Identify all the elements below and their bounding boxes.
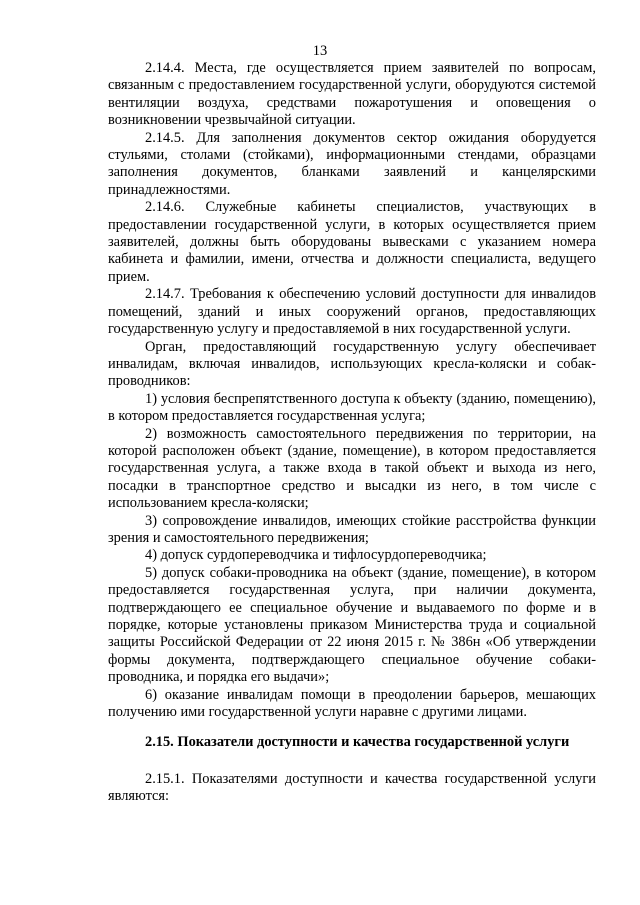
paragraph-2-14-6: 2.14.6. Служебные кабинеты специалистов, участвующих в предоставлении государственной услуги, в которых осуществляется прием заявителей, должны быть оборудованы вывесками с указанием номера кабинета и фамилии, имени, отчества и должности специалиста, ведущего прием. (108, 199, 596, 285)
list-item-4: 4) допуск сурдопереводчика и тифлосурдопереводчика; (145, 547, 487, 564)
page-number: 13 (312, 43, 328, 59)
paragraph-organ-obligations: Орган, предоставляющий государственную услугу обеспечивает инвалидам, включая инвалидов, использующих кресла-коляски и собак-проводников: (108, 338, 596, 390)
list-item-2: 2) возможность самостоятельного передвижения по территории, на которой расположен объект (здание, помещение), в котором предоставляется государственная услуга, а также входа в такой объект и выхода из него, посадки в транспортное средство и высадки из него, в том числе с использованием кресла-коляски; (108, 425, 596, 512)
paragraph-2-14-7: 2.14.7. Требования к обеспечению условий доступности для инвалидов помещений, зданий и иных сооружений органов, предоставляющих государственную услугу и предоставляемой в них государственной услуги. (108, 286, 596, 338)
section-heading-2-15: 2.15. Показатели доступности и качества государственной услуги (145, 734, 570, 751)
document-body (108, 60, 596, 806)
paragraph-2-14-4: 2.14.4. Места, где осуществляется прием заявителей по вопросам, связанным с предоставлением государственной услуги, оборудуются системой вентиляции воздуха, средствами пожаротушения и оповещения о возникновении чрезвычайной ситуации. (108, 60, 596, 129)
paragraph-2-15-1: 2.15.1. Показателями доступности и качества государственной услуги являются: (108, 770, 596, 805)
list-item-6: 6) оказание инвалидам помощи в преодолении барьеров, мешающих получению ими государственной услуги наравне с другими лицами. (108, 686, 596, 721)
list-item-5: 5) допуск собаки-проводника на объект (здание, помещение), в котором предоставляется государственная услуга, при наличии документа, подтверждающего ее специальное обучение и выдаваемого по форме и в порядке, которые установлены приказом Министерства труда и социальной защиты Российской Федерации от 22 июня 2015 г. № 386н «Об утверждении формы документа, подтверждающего специальное обучение собаки-проводника, и порядка его выдачи»; (108, 564, 596, 686)
list-item-1: 1) условия беспрепятственного доступа к объекту (зданию, помещению), в котором предоставляется государственная услуга; (108, 390, 596, 425)
list-item-3: 3) сопровождение инвалидов, имеющих стойкие расстройства функции зрения и самостоятельного передвижения; (108, 512, 596, 546)
paragraph-2-14-5: 2.14.5. Для заполнения документов сектор ожидания оборудуется стульями, столами (стойками), информационными стендами, образцами заполнения документов, бланками заявлений и канцелярскими принадлежностями. (108, 129, 596, 198)
